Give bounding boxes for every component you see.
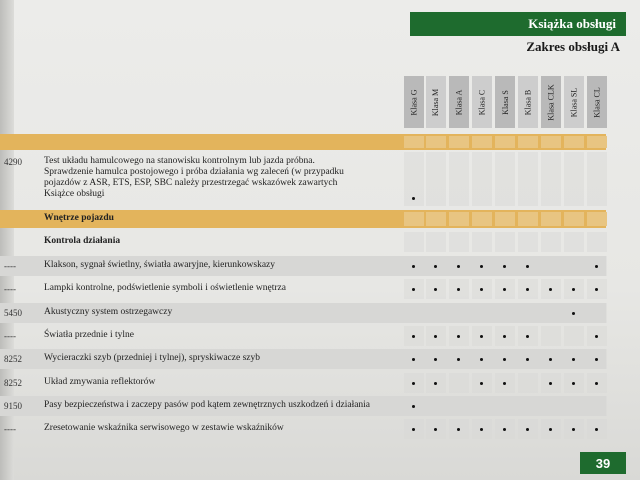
- applicability-dot: [503, 428, 506, 431]
- band-cell: [587, 212, 607, 226]
- page-number: 39: [580, 452, 626, 474]
- column-header: [404, 76, 424, 128]
- column-strip: [449, 396, 469, 416]
- section-title: Książka obsługi: [528, 16, 616, 31]
- column-strip: [541, 303, 561, 323]
- column-strip: [564, 256, 584, 276]
- applicability-dot: [526, 265, 529, 268]
- column-header: [426, 76, 446, 128]
- applicability-dot: [595, 335, 598, 338]
- band-cell: [449, 212, 469, 226]
- applicability-dot: [412, 405, 415, 408]
- applicability-dot: [595, 358, 598, 361]
- operation-code: 4290: [4, 157, 22, 167]
- applicability-dot: [503, 288, 506, 291]
- column-strip: [587, 152, 607, 206]
- applicability-dot: [412, 428, 415, 431]
- applicability-dot: [503, 335, 506, 338]
- applicability-dot: [412, 335, 415, 338]
- column-strip: [426, 396, 446, 416]
- operation-text: Sprawdzenie hamulca postojowego i próba działania wg zaleceń (w przypadku: [44, 167, 344, 177]
- column-strip: [426, 152, 446, 206]
- applicability-dot: [572, 428, 575, 431]
- column-header: [541, 76, 561, 128]
- applicability-dot: [503, 265, 506, 268]
- operation-text: Klakson, sygnał świetlny, światła awaryjne, kierunkowskazy: [44, 260, 276, 270]
- column-strip: [518, 373, 538, 393]
- operation-text: pojazdów z ASR, ETS, ESP, SBC należy przestrzegać wskazówek zawartych: [44, 178, 338, 188]
- operation-text: Lampki kontrolne, podświetlenie symboli i oświetlenie wnętrza: [44, 283, 286, 293]
- column-strip: [449, 303, 469, 323]
- column-strip: [518, 232, 538, 252]
- column-strip: [404, 232, 424, 252]
- band-cell: [426, 212, 446, 226]
- applicability-dot: [457, 288, 460, 291]
- applicability-dot: [412, 382, 415, 385]
- column-strip: [518, 152, 538, 206]
- band-cell: [587, 136, 607, 148]
- band-cell: [472, 136, 492, 148]
- column-strip: [541, 152, 561, 206]
- column-strip: [541, 326, 561, 346]
- applicability-dot: [412, 197, 415, 200]
- operation-text: Książce obsługi: [44, 189, 105, 199]
- column-strip: [426, 232, 446, 252]
- operation-text: Zresetowanie wskaźnika serwisowego w zestawie wskaźników: [44, 423, 284, 433]
- applicability-dot: [526, 428, 529, 431]
- column-strip: [449, 152, 469, 206]
- applicability-dot: [572, 382, 575, 385]
- operation-code: ----: [4, 261, 16, 271]
- applicability-dot: [457, 358, 460, 361]
- applicability-dot: [480, 265, 483, 268]
- applicability-dot: [480, 358, 483, 361]
- column-strip: [495, 152, 515, 206]
- band-cell: [518, 212, 538, 226]
- column-strip: [564, 396, 584, 416]
- applicability-dot: [595, 428, 598, 431]
- band-cell: [518, 136, 538, 148]
- applicability-dot: [549, 288, 552, 291]
- applicability-dot: [572, 288, 575, 291]
- section-band: [0, 134, 606, 150]
- applicability-dot: [572, 358, 575, 361]
- operation-text: Akustyczny system ostrzegawczy: [44, 307, 173, 317]
- applicability-dot: [549, 428, 552, 431]
- column-strip: [449, 232, 469, 252]
- applicability-dot: [595, 382, 598, 385]
- operation-code: 5450: [4, 308, 22, 318]
- applicability-dot: [434, 358, 437, 361]
- column-header: [472, 76, 492, 128]
- column-strip: [564, 326, 584, 346]
- applicability-dot: [503, 358, 506, 361]
- column-strip: [587, 232, 607, 252]
- column-strip: [518, 303, 538, 323]
- operation-text: Pasy bezpieczeństwa i zaczepy pasów pod kątem zewnętrznych uszkodzeń i działania: [44, 400, 371, 410]
- band-cell: [472, 212, 492, 226]
- section-heading: Wnętrze pojazdu: [44, 213, 114, 223]
- band-cell: [564, 136, 584, 148]
- operation-code: 8252: [4, 378, 22, 388]
- column-strip: [426, 303, 446, 323]
- applicability-dot: [412, 288, 415, 291]
- band-cell: [404, 136, 424, 148]
- operation-code: ----: [4, 424, 16, 434]
- band-cell: [404, 212, 424, 226]
- applicability-dot: [434, 428, 437, 431]
- band-cell: [495, 136, 515, 148]
- column-strip: [564, 152, 584, 206]
- applicability-dot: [480, 428, 483, 431]
- section-band: [0, 210, 606, 228]
- column-strip: [495, 396, 515, 416]
- column-strip: [449, 373, 469, 393]
- column-strip: [541, 232, 561, 252]
- applicability-dot: [480, 335, 483, 338]
- applicability-dot: [434, 288, 437, 291]
- applicability-dot: [549, 358, 552, 361]
- band-cell: [426, 136, 446, 148]
- column-header: [587, 76, 607, 128]
- column-strip: [518, 396, 538, 416]
- column-header-label: Klasa A: [454, 89, 464, 115]
- column-strip: [495, 303, 515, 323]
- band-cell: [449, 136, 469, 148]
- applicability-dot: [480, 288, 483, 291]
- applicability-dot: [434, 265, 437, 268]
- applicability-dot: [572, 312, 575, 315]
- column-strip: [564, 232, 584, 252]
- column-header: [449, 76, 469, 128]
- operation-code: 9150: [4, 401, 22, 411]
- column-header: [518, 76, 538, 128]
- operation-code: ----: [4, 284, 16, 294]
- operation-code: ----: [4, 331, 16, 341]
- column-strip: [495, 232, 515, 252]
- band-cell: [541, 136, 561, 148]
- applicability-dot: [412, 265, 415, 268]
- applicability-dot: [457, 428, 460, 431]
- applicability-dot: [457, 335, 460, 338]
- applicability-dot: [434, 335, 437, 338]
- applicability-dot: [526, 335, 529, 338]
- column-header-label: Klasa S: [500, 89, 510, 115]
- column-strip: [587, 396, 607, 416]
- column-header-label: Klasa M: [431, 88, 441, 116]
- column-strip: [404, 303, 424, 323]
- column-header: [495, 76, 515, 128]
- applicability-dot: [549, 382, 552, 385]
- column-strip: [541, 396, 561, 416]
- applicability-dot: [412, 358, 415, 361]
- subsection-heading: Kontrola działania: [44, 236, 121, 246]
- band-cell: [541, 212, 561, 226]
- operation-text: Światła przednie i tylne: [44, 330, 134, 340]
- page-subtitle: Zakres obsługi A: [526, 39, 620, 54]
- applicability-dot: [526, 358, 529, 361]
- operation-code: 8252: [4, 354, 22, 364]
- applicability-dot: [595, 288, 598, 291]
- column-strip: [587, 303, 607, 323]
- column-header-label: Klasa C: [477, 89, 487, 115]
- column-header: [564, 76, 584, 128]
- applicability-dot: [480, 382, 483, 385]
- column-header-label: Klasa SL: [569, 87, 579, 117]
- column-strip: [472, 152, 492, 206]
- column-strip: [472, 303, 492, 323]
- operation-text: Wycieraczki szyb (przedniej i tylnej), spryskiwacze szyb: [44, 353, 260, 363]
- applicability-dot: [434, 382, 437, 385]
- column-strip: [541, 256, 561, 276]
- column-header-label: Klasa B: [523, 89, 533, 115]
- column-header-label: Klasa CLK: [546, 83, 556, 121]
- column-strip: [472, 396, 492, 416]
- band-cell: [564, 212, 584, 226]
- column-header-label: Klasa CL: [592, 86, 602, 118]
- operation-text: Test układu hamulcowego na stanowisku kontrolnym lub jazda próbna.: [44, 156, 315, 166]
- applicability-dot: [595, 265, 598, 268]
- operation-text: Układ zmywania reflektorów: [44, 377, 156, 387]
- applicability-dot: [503, 382, 506, 385]
- band-cell: [495, 212, 515, 226]
- applicability-dot: [526, 288, 529, 291]
- column-strip: [472, 232, 492, 252]
- subsection-row: [0, 232, 606, 252]
- applicability-dot: [457, 265, 460, 268]
- column-header-label: Klasa G: [409, 89, 419, 115]
- section-tab: [410, 12, 626, 36]
